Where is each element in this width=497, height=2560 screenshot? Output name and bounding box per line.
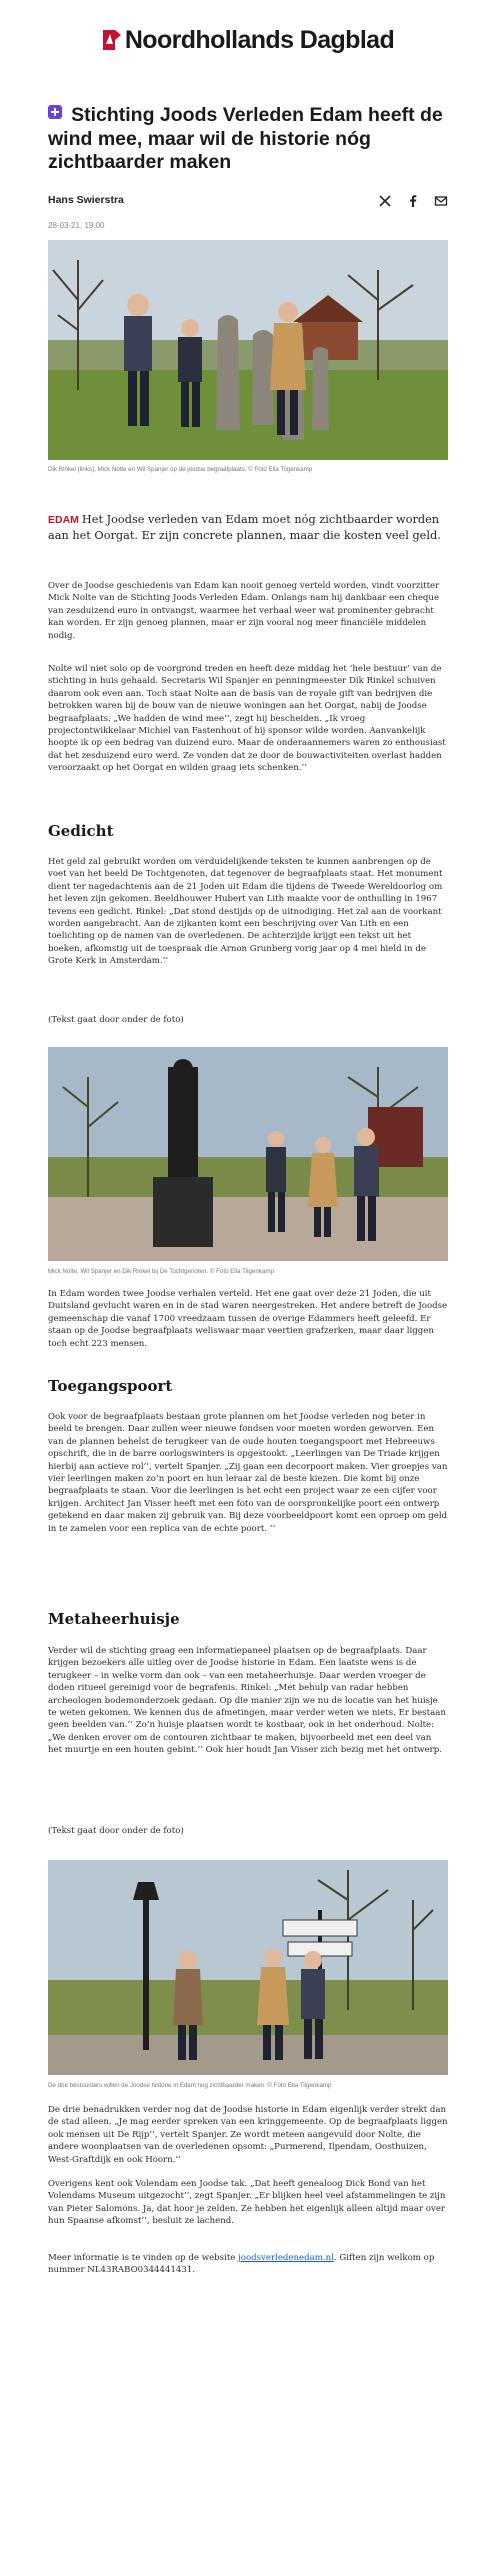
- photo-caption: De drie bestuurders willen de Joodse historie in Edam nog zichtbaarder maken. © Foto Ella Tilgenkamp: [48, 2082, 332, 2089]
- body-paragraph: De drie benadrukken verder nog dat de Joodse historie in Edam eigenlijk verder strekt dan de stad alleen. „Je mag eerder spreken van een kringgemeente. Op de begraafplaats liggen ook mensen uit De Rijp’’, vertelt Spanjer. Ze wordt meteen aangevuld door Nolte, die andere woonplaatsen van de overledenen opsomt: „Purmerend, Ilpendam, Oosthuizen, West-Graftdijk en ook Hoorn.’’: [48, 2105, 448, 2165]
- info-text: Meer informatie is te vinden op de website: [48, 2253, 239, 2263]
- photo-caption: Dik Rinkel (links), Mick Nolte en Wil Spanjer op de joodse begraafplaats. © Foto Ella Tilgenkamp: [48, 466, 313, 473]
- headline-block: [48, 104, 458, 175]
- continue-note: (Tekst gaat door onder de foto): [48, 1826, 184, 1836]
- body-paragraph: Nolte wil niet solo op de voorgrond treden en heeft deze middag het ‘hele bestuur’ van de stichting in huis gehaald. Secretaris Wil Spanjer en penningmeester Dik Rinkel schuiven daarom ook even aan. Toch staat Nolte aan de basis van de royale gift van bedrijven die betrokken waren bij de bouw van de nieuwe woningen aan het Oorgat, nabij de Joodse begraafplaats. „We hadden de wind mee’’, zegt hij bescheiden. „Ik vroeg projectontwikkelaar Michiel van Fastenhout of hij sponsor wilde worden. Aanvankelijk hoopte ik op een bedrag van duizend euro. Maar de onderaannemers waren zo enthousiast dat het zesduizend euro werd. Ze vonden dat ze door de bouwactiviteiten overlast hadden veroorzaakt op het Oorgat en wilden graag iets schenken.’’: [48, 664, 446, 774]
- photo-bestuurders[interactable]: [48, 1860, 448, 2075]
- x-icon[interactable]: [378, 193, 392, 207]
- publish-date: 28-03-21, 19:00: [48, 221, 105, 230]
- body-paragraph: Het geld zal gebruikt worden om verduidelijkende teksten te kunnen aanbrengen op de voet van het beeld De Tochtgenoten, dat tegenover de begraafplaats staat. Het monument dient ter nagedachtenis aan de 21 Joden uit Edam die tijdens de Tweede Wereldoorlog om het leven zijn gekomen. Beeldhouwer Hubert van Lith maakte voor de onthulling in 1967 tevens een gedicht. Rinkel: „Dat stond destijds op de uitnodiging. Het zal aan de voorkant worden aangebracht. Aan de zijkanten komt een beschrijving over Van Lith en een toelichting op de namen van de overledenen. De achterzijde krijgt een tekst uit het boeken, afkomstig uit de toespraak die Arnon Grunberg vorig jaar op 4 mei hield in de Grote Kerk in Amsterdam.’’: [48, 857, 443, 967]
- author-name: Hans Swierstra: [48, 194, 124, 206]
- lead-paragraph: [48, 512, 448, 544]
- body-paragraph: Over de Joodse geschiedenis van Edam kan nooit genoeg verteld worden, vindt voorzitter Mick Nolte van de Stichting Joods Verleden Edam. Onlangs nam hij dankbaar een cheque van zesduizend euro in ontvangst, waarmee het verhaal weer wat prominenter gebracht kan worden. Er zijn genoeg plannen, maar er zijn vooral nog meer financiële middelen nodig.: [48, 581, 440, 641]
- masthead: [0, 0, 497, 80]
- dateline: EDAM: [48, 514, 79, 526]
- brand-name: Noordhollands Dagblad: [124, 25, 395, 54]
- section-heading-gedicht: Gedicht: [48, 822, 114, 840]
- facebook-icon[interactable]: [406, 193, 420, 207]
- website-link[interactable]: joodsverledenedam.nl: [238, 2253, 334, 2263]
- body-paragraph: Overigens kent ook Volendam een Joodse tak. „Dat heeft genealoog Dick Bond van het Volendams Museum uitgezocht’’, zegt Spanjer. „Er blijken heel veel afstammelingen te zijn van Pieter Salomons. Ja, dat hoor je zelden. Ze hebben het eigenlijk alleen altijd maar over hun Spaanse afkomst’’, besluit ze lachend.: [48, 2179, 446, 2227]
- continue-note: (Tekst gaat door onder de foto): [48, 1015, 184, 1025]
- section-heading-toegangspoort: Toegangspoort: [48, 1377, 173, 1395]
- photo-begraafplaats[interactable]: [48, 240, 448, 460]
- photo-tochtgenoten[interactable]: [48, 1047, 448, 1261]
- lead-text: Het Joodse verleden van Edam moet nóg zichtbaarder worden aan het Oorgat. Er zijn concrete plannen, maar die kosten veel geld.: [48, 513, 441, 542]
- brand-logo[interactable]: [103, 26, 394, 55]
- body-paragraph: Ook voor de begraafplaats bestaan grote plannen om het Joodse verleden nog beter in beeld te brengen. Daar zullen weer nieuwe fondsen voor moeten worden geworven. Een van de plannen behelst de terugkeer van de oude houten toegangspoort met Hebreeuws opschrift, die in de barre oorlogswinters is opgestookt. „Leerlingen van De Triade krijgen hierbij aan actieve rol’’, vertelt Spanjer. „Zij gaan een decorpoort maken. Vier groepjes van vier leerlingen maken zo’n poort en hun leraar zal de beste kiezen. Die komt bij onze begraafplaats te staan. Voor die leerlingen is het echt een project waar ze een cijfer voor krijgen. Architect Jan Visser heeft met een foto van de oorspronkelijke poort een ontwerp getekend en daar maken zij gebruik van. Bij deze voorbeeldpoort komt een oproep om geld in te zamelen voor een replica van de echte poort. ’’: [48, 1412, 448, 1534]
- page-title: Stichting Joods Verleden Edam heeft de wind mee, maar wil de historie nóg zichtbaarder maken: [48, 104, 443, 173]
- mail-icon[interactable]: [434, 193, 448, 207]
- body-paragraph: Verder wil de stichting graag een informatiepaneel plaatsen op de begraafplaats. Daar krijgen bezoekers alle uitleg over de Joodse historie in Edam. Een laatste wens is de terugkeer – in welke vorm dan ook – van een metaheerhuisje. Daar werden vroeger de doden ritueel gereinigd voor de begrafenis. Rinkel: „Met behulp van radar hebben archeologen bodemonderzoek gedaan. Op die manier zijn we nu de locatie van het huisje te weten gekomen. We kennen dus de afmetingen, maar verder weten we niets. Er bestaan geen beelden van.’’ Zo’n huisje plaatsen wordt te kostbaar, ook in het onderhoud. Nolte: „We denken erover om de contouren zichtbaar te maken, bijvoorbeeld met een deel van het muurtje en een houten gebint.’’ Ook hier houdt Jan Visser zich bezig met het ontwerp.: [48, 1646, 446, 1756]
- donation-text: . Giften zijn welkom op nummer NL43RABO0344441431.: [48, 2253, 435, 2276]
- section-heading-metaheerhuisje: Metaheerhuisje: [48, 1610, 180, 1628]
- photo-graveyard-illustration: [48, 240, 448, 460]
- byline-row: [48, 190, 448, 210]
- photo-caption: Mick Nolte, Wil Spanjer en Dik Rinkel bij De Tochtgenoten. © Foto Ella Tilgenkamp: [48, 1268, 274, 1275]
- photo-monument-illustration: [48, 1047, 448, 1261]
- plus-badge-icon: [48, 105, 62, 119]
- body-paragraph: In Edam worden twee Joodse verhalen verteld. Het ene gaat over deze 21 Joden, die uit Duitsland gevlucht waren en in de stad waren neergestreken. Het andere betreft de Joodse gemeenschap die vanaf 1700 vreedzaam tussen de overige Edammers heeft geleefd. Er staan op de Joodse begraafplaats weliswaar maar veertien grafzerken, maar daar liggen toch echt 223 mensen.: [48, 1289, 448, 1349]
- nhd-logo-mark-icon: [103, 28, 121, 52]
- photo-signpost-illustration: [48, 1860, 448, 2075]
- share-bar: [378, 193, 448, 207]
- body-paragraph-closing: [48, 2252, 448, 2277]
